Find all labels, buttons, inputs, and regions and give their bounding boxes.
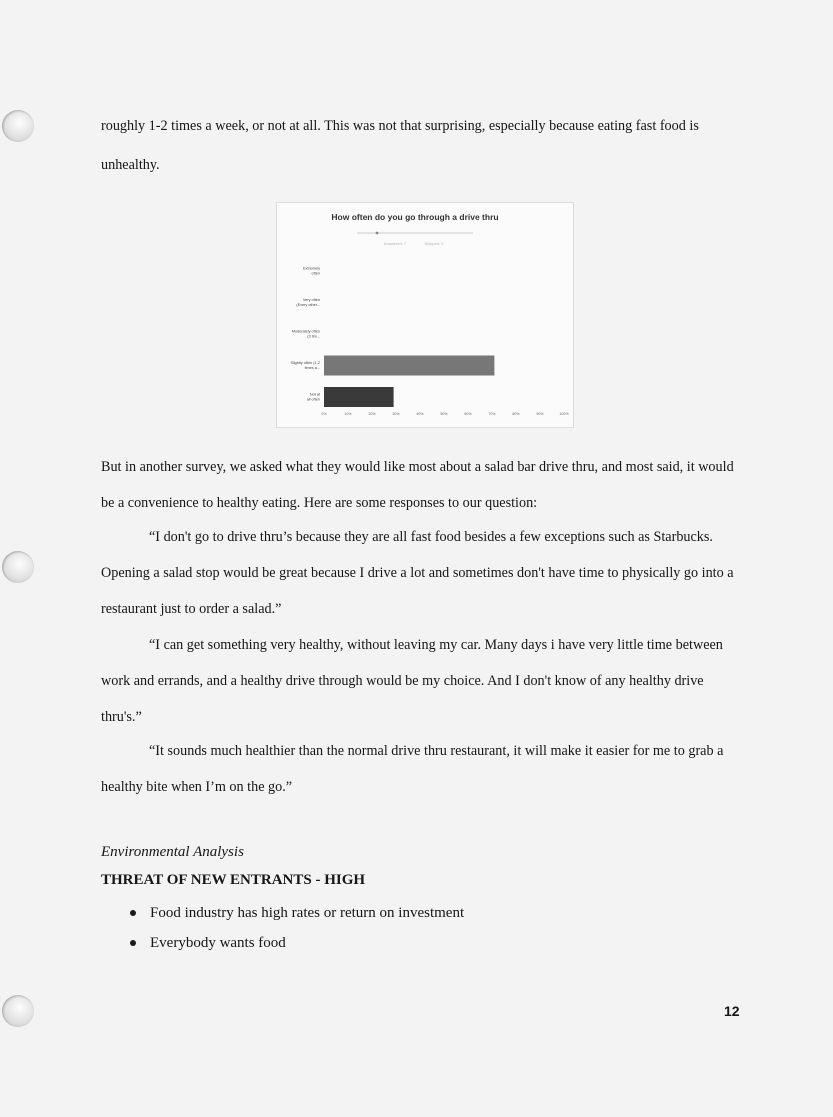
response-quote-3: “It sounds much healthier than the normal drive thru restaurant, it will make it easier for me to grab a healthy bite when I’m on the go.” xyxy=(101,743,724,795)
chart-canvas xyxy=(277,203,573,427)
drive-thru-frequency-chart xyxy=(276,202,574,428)
chart-bar xyxy=(324,387,394,407)
page-number: 12 xyxy=(724,1003,740,1019)
bullet-item: Everybody wants food xyxy=(101,932,464,962)
chart-category-label: Very often (Every other... xyxy=(296,298,320,308)
intro-paragraph-line-2: unhealthy. xyxy=(101,157,160,173)
binder-hole-top xyxy=(2,110,34,142)
chart-category-label: Moderately often (3 tim... xyxy=(291,329,320,339)
threat-bullet-list xyxy=(101,902,464,962)
chart-x-tick-label: 20% xyxy=(368,412,376,416)
chart-x-tick-label: 10% xyxy=(344,412,352,416)
survey-intro-paragraph: But in another survey, we asked what they would like most about a salad bar drive thru, and most said, it would be a convenience to healthy eating. Here are some responses to our question: xyxy=(101,459,734,511)
chart-category-label: Slightly often (1-2 times a... xyxy=(290,361,320,371)
chart-x-tick-label: 60% xyxy=(464,412,472,416)
response-quote-2: “I can get something very healthy, without leaving my car. Many days i have very little time between work and errands, and a healthy drive through would be my choice. And I don't know of any healthy drive thru's.” xyxy=(101,637,723,725)
chart-x-tick-label: 80% xyxy=(512,412,520,416)
chart-x-tick-label: 50% xyxy=(440,412,448,416)
chart-x-tick-label: 90% xyxy=(536,412,544,416)
chart-category-label: Extremely often xyxy=(303,266,320,276)
chart-legend-skipped: Skipped: 0 xyxy=(424,241,444,246)
chart-bar xyxy=(324,356,494,376)
chart-x-tick-label: 30% xyxy=(392,412,400,416)
chart-title-rule-dot xyxy=(376,232,379,235)
threat-of-new-entrants-heading: THREAT OF NEW ENTRANTS - HIGH xyxy=(101,872,366,888)
chart-x-tick-label: 40% xyxy=(416,412,424,416)
bullet-item: Food industry has high rates or return on investment xyxy=(101,902,464,932)
chart-title: How often do you go through a drive thru xyxy=(331,212,499,222)
environmental-analysis-heading: Environmental Analysis xyxy=(101,844,244,860)
chart-x-tick-label: 0% xyxy=(321,412,327,416)
binder-hole-middle xyxy=(2,551,34,583)
chart-x-tick-label: 70% xyxy=(488,412,496,416)
chart-legend-answered: Answered: 7 xyxy=(383,241,407,246)
response-quote-1: “I don't go to drive thru’s because they are all fast food besides a few exceptions such as Starbucks. Opening a salad stop would be great because I drive a lot and sometimes don't have time to physically go into a restaurant just to order a salad.” xyxy=(101,529,734,617)
chart-x-tick-label: 100% xyxy=(559,412,569,416)
binder-hole-bottom xyxy=(2,995,34,1027)
chart-category-label: Not at all often xyxy=(306,392,320,402)
intro-paragraph-line-1: roughly 1-2 times a week, or not at all. This was not that surprising, especially because eating fast food is xyxy=(101,118,699,134)
